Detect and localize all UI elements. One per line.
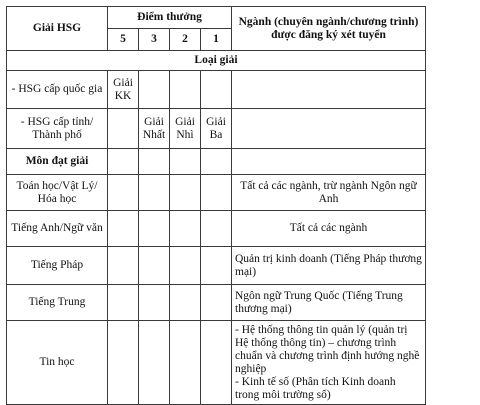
section-row-award (7, 51, 426, 71)
table-row (7, 211, 426, 247)
table-row (7, 175, 426, 211)
subject-majors: Tất cả các ngành (232, 211, 426, 247)
subject-majors: Ngôn ngữ Trung Quốc (Tiếng Trung thương mại) (232, 285, 426, 321)
table-row (7, 71, 426, 109)
major-cell-empty (232, 109, 426, 149)
subject-majors: Quản trị kinh doanh (Tiếng Pháp thương mại) (232, 247, 426, 285)
section-row-subject (7, 149, 426, 175)
award-cell: Giải Nhất (139, 109, 170, 149)
award-cell (108, 109, 139, 149)
header-majors: Ngành (chuyên ngành/chương trình) được đăng ký xét tuyển (232, 7, 426, 51)
points-2: 2 (170, 29, 201, 51)
section-award-type: Loại giải (7, 51, 426, 71)
table-row (7, 285, 426, 321)
table-row (7, 321, 426, 405)
subject-name: Tiếng Anh/Ngữ văn (7, 211, 108, 247)
points-1: 1 (201, 29, 232, 51)
header-row (7, 7, 426, 29)
subject-majors-list (232, 321, 426, 405)
subject-majors: Tất cả các ngành, trừ ngành Ngôn ngữ Anh (232, 175, 426, 211)
subject-name: Tin học (7, 321, 108, 405)
subject-name: Tiếng Pháp (7, 247, 108, 285)
award-cell: Giải Nhì (170, 109, 201, 149)
points-5: 5 (108, 29, 139, 51)
level-name: - HSG cấp quốc gia (7, 71, 108, 109)
table-row (7, 247, 426, 285)
award-cell: Giải KK (108, 71, 139, 109)
header-award-name: Giải HSG (7, 7, 108, 51)
award-cell (170, 71, 201, 109)
eligibility-table (6, 6, 426, 405)
subject-name: Tiếng Trung (7, 285, 108, 321)
table-row (7, 109, 426, 149)
header-points: Điểm thưởng (108, 7, 232, 29)
major-item: - Hệ thống thông tin quản lý (quản trị Hệ thống thông tin) – chương trình chuẩn và chương trình định hướng nghề nghiệp (235, 323, 420, 375)
level-name: - HSG cấp tỉnh/ Thành phố (7, 109, 108, 149)
section-subject: Môn đạt giải (7, 149, 108, 175)
major-cell-empty (232, 71, 426, 109)
points-3: 3 (139, 29, 170, 51)
subject-name: Toán học/Vật Lý/ Hóa học (7, 175, 108, 211)
award-cell (139, 71, 170, 109)
major-item: - Kinh tế số (Phân tích Kinh doanh trong môi trường số) (235, 375, 396, 401)
award-cell: Giải Ba (201, 109, 232, 149)
award-cell (201, 71, 232, 109)
